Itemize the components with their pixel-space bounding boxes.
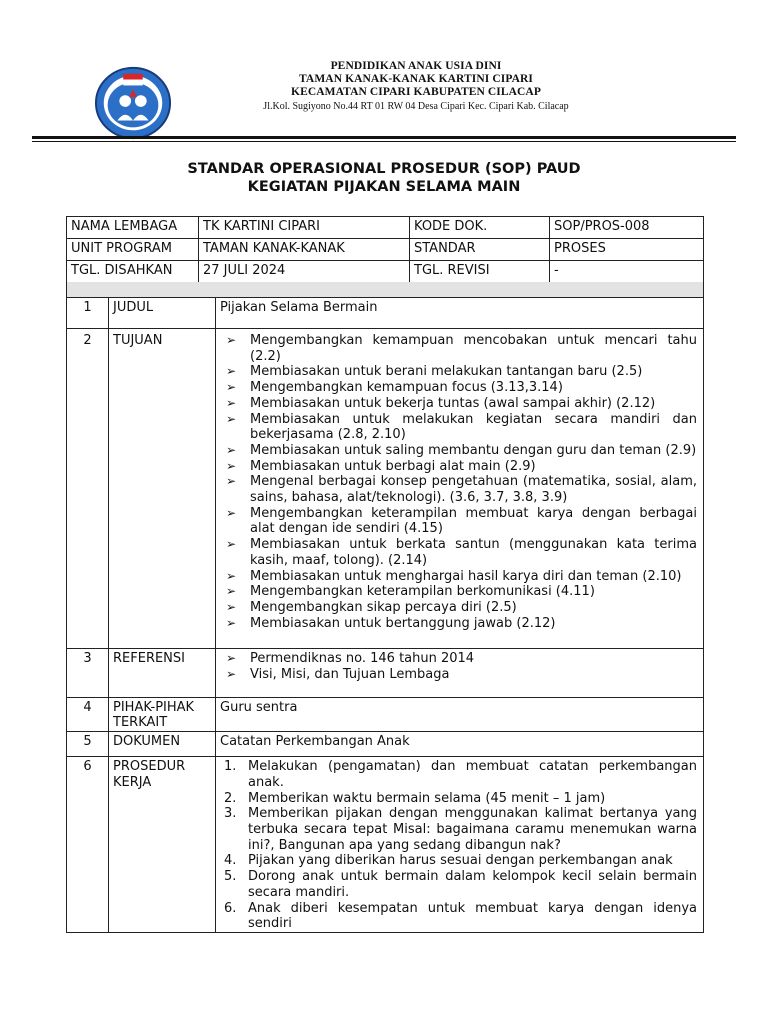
item-text: Anak diberi kesempatan untuk membuat karya dengan idenya sendiri: [248, 900, 697, 932]
table-separator-band: [66, 282, 704, 297]
title-line-1: STANDAR OPERASIONAL PROSEDUR (SOP) PAUD: [187, 161, 581, 177]
sop-row-pihak: [67, 697, 704, 731]
list-item: [220, 791, 697, 807]
meta-label: TGL. DISAHKAN: [67, 261, 199, 283]
list-item: ➢ Mengembangkan kemampuan mencobakan untuk mencari tahu (2.2): [220, 333, 697, 364]
letterhead-line-2: TAMAN KANAK-KANAK KARTINI CIPARI: [299, 73, 533, 85]
list-item: [220, 869, 697, 900]
list-item: ➢ Mengembangkan kemampuan focus (3.13,3.14): [220, 380, 697, 396]
meta-label: UNIT PROGRAM: [67, 239, 199, 261]
letterhead-address: Jl.Kol. Sugiyono No.44 RT 01 RW 04 Desa Cipari Kec. Cipari Kab. Cilacap: [263, 101, 569, 112]
meta-label: STANDAR: [410, 239, 550, 261]
row-value: Guru sentra: [216, 697, 704, 731]
list-item: ➢ Membiasakan untuk menghargai hasil karya diri dan teman (2.10): [220, 569, 697, 585]
row-number: 3: [67, 649, 109, 697]
list-item: [220, 806, 697, 853]
item-text: Memberikan pijakan dengan menggunakan kalimat bertanya yang terbuka secara tepat Misal: bagaimana caramu menemukan warna ini?, Bangunan apa yang sedang dibangun nak?: [248, 806, 697, 853]
row-value: Pijakan Selama Bermain: [216, 298, 704, 329]
meta-row: [67, 239, 704, 261]
row-label: PROSEDUR KERJA: [109, 757, 216, 933]
list-item: [220, 853, 697, 869]
meta-label: KODE DOK.: [410, 217, 550, 239]
document-title: [0, 160, 768, 196]
item-number: 2.: [224, 790, 237, 806]
tujuan-list: [220, 333, 697, 631]
list-item: ➢ Mengembangkan keterampilan berkomunikasi (4.11): [220, 584, 697, 600]
sop-row-tujuan: [67, 329, 704, 649]
referensi-list: [220, 651, 697, 682]
row-number: 4: [67, 697, 109, 731]
item-number: 6.: [224, 900, 237, 916]
letterhead: [0, 0, 768, 150]
row-value: Catatan Perkembangan Anak: [216, 732, 704, 757]
list-item: ➢ Mengenal berbagai konsep pengetahuan (matematika, sosial, alam, sains, bahasa, alat/teknologi). (3.6, 3.7, 3.8, 3.9): [220, 474, 697, 505]
row-value: [216, 757, 704, 933]
meta-value: -: [550, 261, 704, 283]
sop-table: [66, 297, 704, 933]
school-logo-emblem: [94, 64, 172, 142]
row-label: JUDUL: [109, 298, 216, 329]
list-item: [220, 901, 697, 932]
row-value: [216, 329, 704, 649]
sop-row-dokumen: [67, 732, 704, 757]
list-item: ➢ Permendiknas no. 146 tahun 2014: [220, 651, 697, 667]
list-item: ➢ Membiasakan untuk berani melakukan tantangan baru (2.5): [220, 364, 697, 380]
letterhead-line-1: PENDIDIKAN ANAK USIA DINI: [330, 60, 502, 72]
meta-value: TK KARTINI CIPARI: [199, 217, 410, 239]
row-label: PIHAK-PIHAK TERKAIT: [109, 697, 216, 731]
list-item: ➢ Membiasakan untuk saling membantu dengan guru dan teman (2.9): [220, 443, 697, 459]
list-item: [220, 759, 697, 790]
letterhead-rule-thin: [32, 141, 736, 142]
list-item: ➢ Membiasakan untuk bertanggung jawab (2.12): [220, 616, 697, 632]
list-item: ➢ Membiasakan untuk melakukan kegiatan secara mandiri dan bekerjasama (2.8, 2.10): [220, 412, 697, 443]
sop-row-prosedur: [67, 757, 704, 933]
list-item: ➢ Mengembangkan sikap percaya diri (2.5): [220, 600, 697, 616]
list-item: ➢ Membiasakan untuk berkata santun (menggunakan kata terima kasih, maaf, tolong). (2.14): [220, 537, 697, 568]
row-number: 6: [67, 757, 109, 933]
meta-value: 27 JULI 2024: [199, 261, 410, 283]
item-number: 4.: [224, 853, 237, 869]
item-number: 1.: [224, 759, 237, 775]
list-item: ➢ Membiasakan untuk berbagi alat main (2.9): [220, 459, 697, 475]
list-item: ➢ Visi, Misi, dan Tujuan Lembaga: [220, 667, 697, 683]
letterhead-rule-thick: [32, 136, 736, 139]
meta-row: [67, 261, 704, 283]
meta-value: TAMAN KANAK-KANAK: [199, 239, 410, 261]
meta-row: [67, 217, 704, 239]
sop-row-judul: [67, 298, 704, 329]
item-text: Pijakan yang diberikan harus sesuai dengan perkembangan anak: [248, 853, 673, 869]
row-number: 1: [67, 298, 109, 329]
meta-table: [66, 216, 704, 283]
item-text: Dorong anak untuk bermain dalam kelompok kecil selain bermain secara mandiri.: [248, 869, 697, 900]
row-number: 2: [67, 329, 109, 649]
list-item: ➢ Mengembangkan keterampilan membuat karya dengan berbagai alat dengan ide sendiri (4.15): [220, 506, 697, 537]
letterhead-line-3: KECAMATAN CIPARI KABUPATEN CILACAP: [291, 86, 541, 98]
item-number: 3.: [224, 806, 237, 822]
row-label: TUJUAN: [109, 329, 216, 649]
meta-value: SOP/PROS-008: [550, 217, 704, 239]
row-label: DOKUMEN: [109, 732, 216, 757]
row-value: [216, 649, 704, 697]
meta-label: NAMA LEMBAGA: [67, 217, 199, 239]
letterhead-text: [186, 60, 646, 113]
row-label: REFERENSI: [109, 649, 216, 697]
item-text: Melakukan (pengamatan) dan membuat catatan perkembangan anak.: [248, 759, 697, 790]
item-text: Memberikan waktu bermain selama (45 menit – 1 jam): [248, 790, 606, 806]
title-line-2: KEGIATAN PIJAKAN SELAMA MAIN: [247, 179, 521, 195]
row-number: 5: [67, 732, 109, 757]
meta-label: TGL. REVISI: [410, 261, 550, 283]
prosedur-list: [220, 759, 697, 932]
sop-row-referensi: [67, 649, 704, 697]
item-number: 5.: [224, 869, 237, 885]
meta-value: PROSES: [550, 239, 704, 261]
list-item: ➢ Membiasakan untuk bekerja tuntas (awal sampai akhir) (2.12): [220, 396, 697, 412]
